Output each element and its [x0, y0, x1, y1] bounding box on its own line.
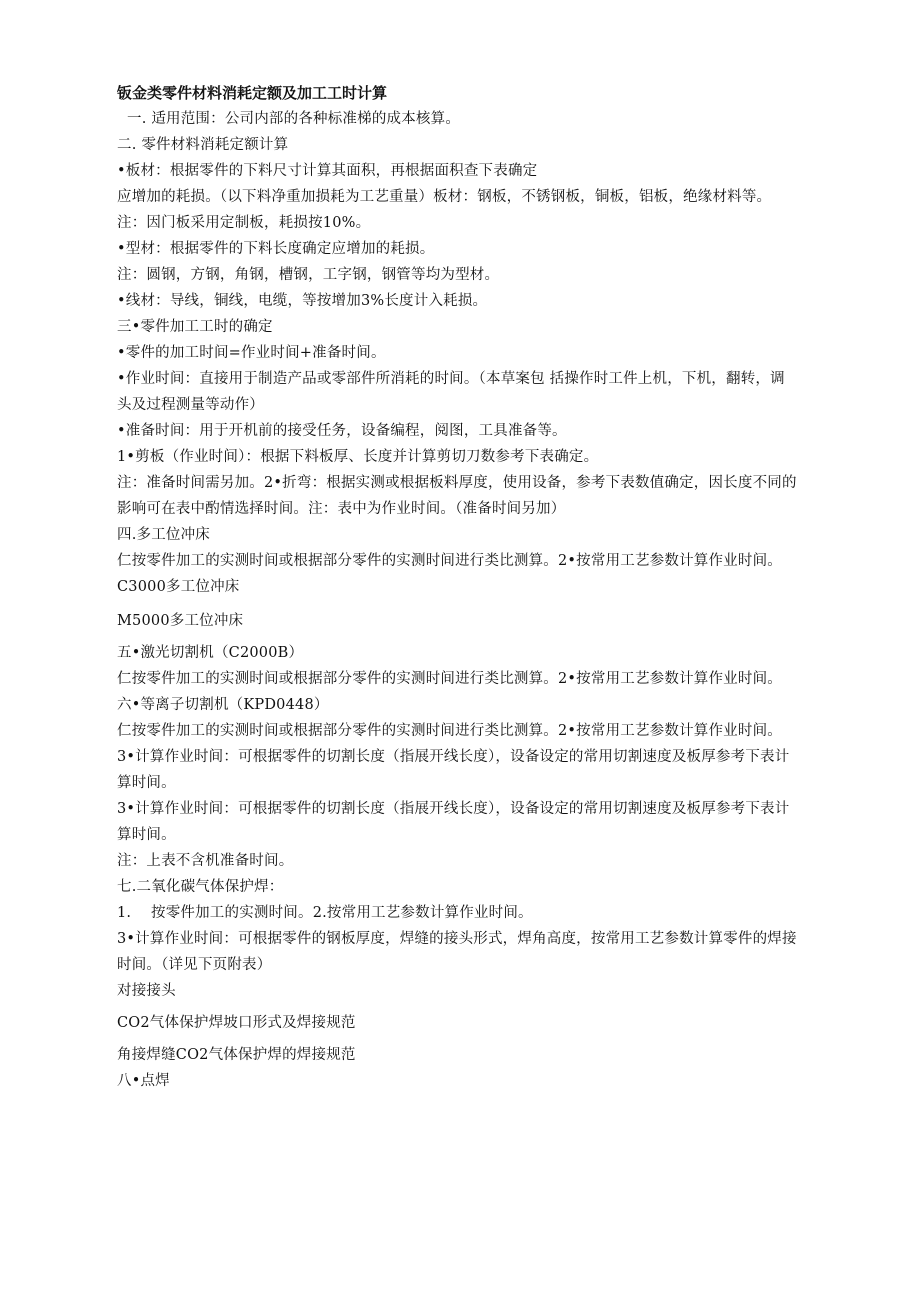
document-title: 钣金类零件材料消耗定额及加工工时计算 — [117, 84, 388, 102]
paragraph-processing-time: •零件的加工时间=作业时间+准备时间。 — [117, 345, 386, 361]
paragraph-operation-time: •作业时间：直接用于制造产品或零部件所消耗的时间。（本草案包 括操作时工件上机，下机，翻转，调头及过程测量等动作） — [117, 371, 785, 413]
section-5-heading: 五•激光切割机（C2000B） — [117, 645, 304, 661]
paragraph-wire-material: •线材：导线，铜线，电缆，等按增加3%长度计入耗损。 — [117, 293, 488, 309]
section-3-heading: 三•零件加工工时的确定 — [117, 319, 273, 335]
section-4-heading: 四.多工位冲床 — [117, 527, 211, 543]
document-page — [117, 80, 797, 1094]
paragraph-bending: 注：准备时间需另加。2•折弯：根据实测或根据板料厚度，使用设备，参考下表数值确定，因长度不同的影响可在表中酌情选择时间。注：表中为作业时间。（准备时间另加） — [117, 475, 797, 517]
section-7-heading: 七.二氧化碳气体保护焊： — [117, 879, 284, 895]
list-number: 1. — [117, 905, 132, 921]
paragraph-cutting-time-2: 3•计算作业时间：可根据零件的切割长度（指展开线长度），设备设定的常用切割速度及板厚参考下表计算时间。 — [117, 801, 790, 843]
note-door-panel: 注：因门板采用定制板，耗损按10%。 — [117, 215, 371, 231]
section-8-heading: 八•点焊 — [117, 1073, 170, 1089]
label-fillet-weld-spec: 角接焊缝CO2气体保护焊的焊接规范 — [117, 1047, 356, 1063]
label-m5000: M5000多工位冲床 — [117, 613, 244, 629]
paragraph-shearing: 1•剪板（作业时间）：根据下料板厚、长度并计算剪切刀数参考下表确定。 — [117, 449, 599, 465]
note-profile-types: 注：圆钢，方钢，角钢，槽钢，工字钢，钢管等均为型材。 — [117, 267, 500, 283]
paragraph-punch-press: 仁按零件加工的实测时间或根据部分零件的实测时间进行类比测算。2•按常用工艺参数计算作业时间。C3000多工位冲床 — [117, 553, 782, 595]
paragraph-sheet-material: •板材：根据零件的下料尺寸计算其面积，再根据面积查下表确定 — [117, 163, 538, 179]
paragraph-profile-material: •型材：根据零件的下料长度确定应增加的耗损。 — [117, 241, 435, 257]
section-6-heading: 六•等离子切割机（KPD0448） — [117, 697, 329, 713]
paragraph-cutting-time-1: 3•计算作业时间：可根据零件的切割长度（指展开线长度），设备设定的常用切割速度及板厚参考下表计算时间。 — [117, 749, 790, 791]
section-2-heading: 二. 零件材料消耗定额计算 — [117, 137, 289, 153]
list-item-text: 按零件加工的实测时间。2.按常用工艺参数计算作业时间。 — [151, 905, 533, 921]
paragraph-preparation-time: •准备时间：用于开机前的接受任务，设备编程，阅图，工具准备等。 — [117, 423, 567, 439]
note-no-prep-time: 注：上表不含机准备时间。 — [117, 853, 294, 869]
label-butt-joint: 对接接头 — [117, 983, 176, 999]
label-co2-groove-spec: CO2气体保护焊坡口形式及焊接规范 — [117, 1015, 356, 1031]
paragraph-laser-cutting: 仁按零件加工的实测时间或根据部分零件的实测时间进行类比测算。2•按常用工艺参数计算作业时间。 — [117, 671, 782, 687]
section-1-scope: 一. 适用范围：公司内部的各种标准梯的成本核算。 — [127, 111, 461, 127]
paragraph-welding-time: 3•计算作业时间：可根据零件的钢板厚度，焊缝的接头形式，焊角高度，按常用工艺参数计算零件的焊接时间。（详见下页附表） — [117, 931, 797, 973]
paragraph-sheet-loss: 应增加的耗损。（以下料净重加损耗为工艺重量）板材：钢板，不锈钢板，铜板，铝板，绝缘材料等。 — [117, 189, 772, 205]
paragraph-plasma-cutting: 仁按零件加工的实测时间或根据部分零件的实测时间进行类比测算。2•按常用工艺参数计算作业时间。 — [117, 723, 782, 739]
paragraph-co2-welding-1 — [117, 900, 797, 926]
